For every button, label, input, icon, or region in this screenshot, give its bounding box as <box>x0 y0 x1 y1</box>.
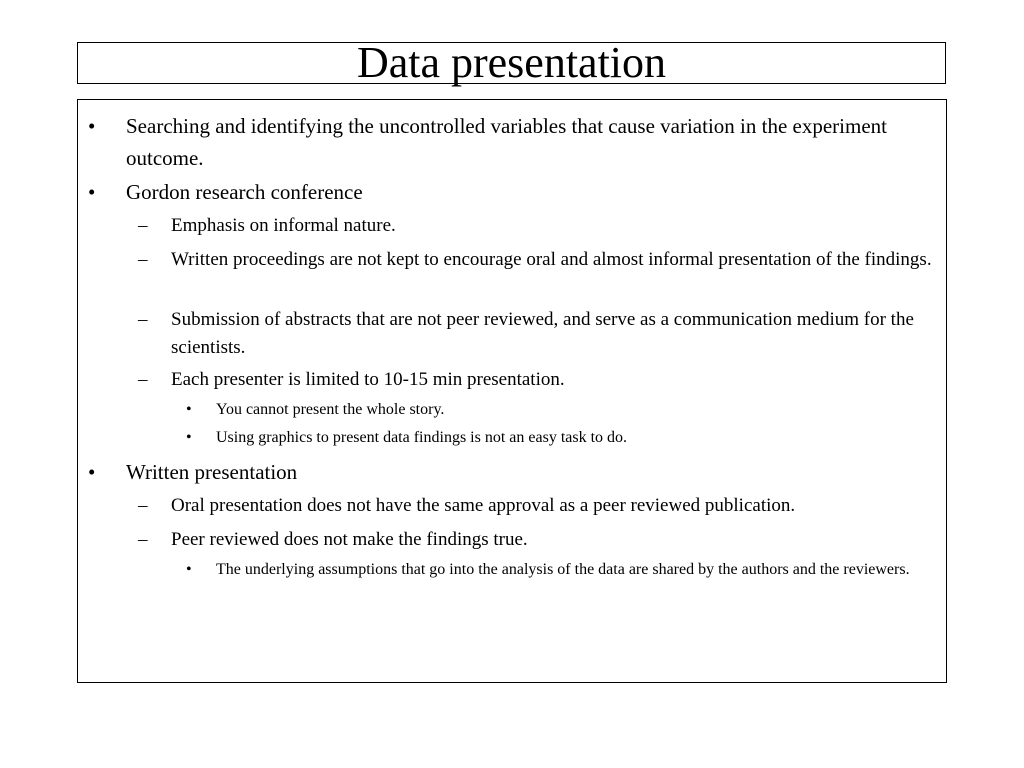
sub-sub-bullet-item <box>186 426 938 450</box>
bullet-marker: • <box>88 180 96 204</box>
sub-bullet-item <box>138 306 938 362</box>
dash-marker: – <box>138 249 148 270</box>
sub-bullet-text: Emphasis on informal nature. <box>171 215 396 236</box>
bullet-marker: • <box>186 401 192 418</box>
sub-bullet-text: Written proceedings are not kept to encourage oral and almost informal presentation of the findings. <box>171 249 932 270</box>
bullet-item <box>88 110 938 174</box>
bullet-marker: • <box>88 114 96 138</box>
sub-sub-bullet-text: The underlying assumptions that go into the analysis of the data are shared by the authors and the reviewers. <box>216 561 910 578</box>
dash-marker: – <box>138 529 148 550</box>
slide-title-box <box>77 38 946 87</box>
bullet-marker: • <box>186 429 192 446</box>
sub-bullet-text: Oral presentation does not have the same approval as a peer reviewed publication. <box>171 495 796 516</box>
sub-sub-bullet-item <box>186 398 938 422</box>
sub-bullet-item <box>138 212 938 240</box>
bullet-marker: • <box>186 561 192 578</box>
dash-marker: – <box>138 309 148 330</box>
sub-sub-bullet-item <box>186 558 938 582</box>
sub-bullet-text: Peer reviewed does not make the findings true. <box>171 529 528 550</box>
dash-marker: – <box>138 215 148 236</box>
sub-bullet-item <box>138 526 938 554</box>
bullet-text: Searching and identifying the uncontrolled variables that cause variation in the experiment outcome. <box>126 114 887 170</box>
sub-bullet-item <box>138 246 938 274</box>
bullet-item <box>88 176 938 208</box>
sub-bullet-text: Submission of abstracts that are not peer reviewed, and serve as a communication medium for the scientists. <box>171 309 914 358</box>
sub-sub-bullet-text: You cannot present the whole story. <box>216 401 445 418</box>
sub-sub-bullet-text: Using graphics to present data findings is not an easy task to do. <box>216 429 628 446</box>
slide-content-box <box>77 99 947 683</box>
bullet-text: Gordon research conference <box>126 180 363 204</box>
bullet-marker: • <box>88 460 96 484</box>
sub-bullet-item <box>138 366 938 394</box>
dash-marker: – <box>138 495 148 516</box>
dash-marker: – <box>138 369 148 390</box>
sub-bullet-text: Each presenter is limited to 10-15 min presentation. <box>171 369 565 390</box>
sub-bullet-item <box>138 492 938 520</box>
bullet-item <box>88 456 938 488</box>
slide-title: Data presentation <box>356 38 667 87</box>
bullet-text: Written presentation <box>126 460 298 484</box>
